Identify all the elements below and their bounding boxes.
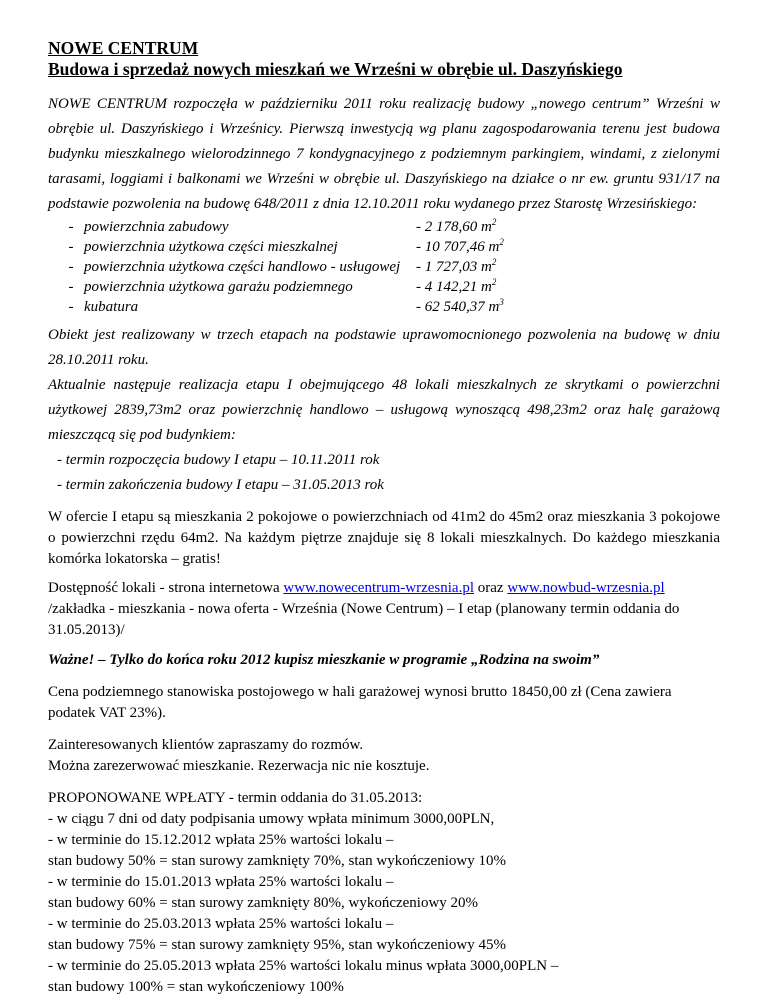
- spec-row: [48, 217, 720, 237]
- spec-row: [48, 257, 720, 277]
- spec-row: [48, 297, 720, 317]
- spec-row: [48, 237, 720, 257]
- wplaty-line: stan budowy 75% = stan surowy zamknięty 95%, stan wykończeniowy 45%: [48, 937, 506, 953]
- termin-start: - termin rozpoczęcia budowy I etapu – 10.11.2011 rok: [57, 452, 380, 468]
- garaz-paragraph: Cena podziemnego stanowiska postojowego w hali garażowej wynosi brutto 18450,00 zł (Cena zawiera podatek VAT 23%).: [48, 684, 672, 721]
- wplaty-line: - w terminie do 25.03.2013 wpłata 25% wartości lokalu –: [48, 916, 394, 932]
- spec-dash: -: [68, 219, 74, 235]
- document-subtitle: Budowa i sprzedaż nowych mieszkań we Wrześni w obrębie ul. Daszyńskiego: [48, 59, 623, 79]
- nowbud-link[interactable]: www.nowbud-wrzesnia.pl: [507, 580, 665, 596]
- wazne-notice: Ważne! – Tylko do końca roku 2012 kupisz mieszkanie w programie „Rodzina na swoim”: [48, 652, 600, 668]
- etapy-paragraph: Obiekt jest realizowany w trzech etapach na podstawie uprawomocnionego pozwolenia na budowę w dniu 28.10.2011 roku.: [48, 327, 720, 368]
- spec-dash: -: [68, 279, 74, 295]
- spec-row: [48, 277, 720, 297]
- wplaty-line: - w terminie do 15.01.2013 wpłata 25% wartości lokalu –: [48, 874, 394, 890]
- spec-dash: -: [68, 259, 74, 275]
- wplaty-line: stan budowy 100% = stan wykończeniowy 100%: [48, 979, 344, 995]
- spec-name: powierzchnia zabudowy: [84, 219, 229, 235]
- spec-value: - 1 727,03 $m^2$: [416, 257, 497, 275]
- spec-value: - 62 540,37 $m^3$: [416, 297, 504, 315]
- wplaty-line: stan budowy 50% = stan surowy zamknięty 70%, stan wykończeniowy 10%: [48, 853, 506, 869]
- spec-dash: -: [68, 299, 74, 315]
- spec-value: - 4 142,21 $m^2$: [416, 277, 497, 295]
- wplaty-line: stan budowy 60% = stan surowy zamknięty 80%, wykończeniowy 20%: [48, 895, 479, 911]
- spec-name: powierzchnia użytkowa części handlowo - usługowej: [84, 259, 401, 275]
- oferta-paragraph: W ofercie I etapu są mieszkania 2 pokojowe o powierzchniach od 41m2 do 45m2 oraz mieszkania 3 pokojowe o powierzchni rzędu 64m2. Na każdym piętrze znajduje się 8 lokali mieszkalnych. Do każdego mieszkania komórka lokatorska – gratis!: [48, 509, 720, 567]
- spec-value: - 10 707,46 $m^2$: [416, 237, 504, 255]
- spec-value: - 2 178,60 $m^2$: [416, 217, 497, 235]
- nowecentrum-link[interactable]: www.nowecentrum-wrzesnia.pl: [283, 580, 474, 596]
- document-title: NOWE CENTRUM: [48, 38, 199, 58]
- wplaty-section: [48, 788, 720, 998]
- spec-name: powierzchnia użytkowa garażu podziemnego: [84, 279, 353, 295]
- wplaty-line: - w terminie do 15.12.2012 wpłata 25% wartości lokalu –: [48, 832, 394, 848]
- rezerwacja-line: Można zarezerwować mieszkanie. Rezerwacja nic nie kosztuje.: [48, 758, 430, 774]
- termin-end: - termin zakończenia budowy I etapu – 31.05.2013 rok: [57, 477, 384, 493]
- spec-name: powierzchnia użytkowa części mieszkalnej: [84, 239, 338, 255]
- wplaty-line: - w ciągu 7 dni od daty podpisania umowy wpłata minimum 3000,00PLN,: [48, 811, 495, 827]
- wplaty-line: - w terminie do 25.05.2013 wpłata 25% wartości lokalu minus wpłata 3000,00PLN –: [48, 958, 559, 974]
- wplaty-heading: PROPONOWANE WPŁATY - termin oddania do 31.05.2013:: [48, 790, 423, 806]
- etap1-paragraph: Aktualnie następuje realizacja etapu I obejmującego 48 lokali mieszkalnych ze skrytkami o powierzchni użytkowej 2839,73m2 oraz powierzchnię handlowo – usługową wynoszącą 498,23m2 oraz halę garażową mieszczącą się pod budynkiem:: [48, 377, 720, 443]
- zaproszenie-line: Zainteresowanych klientów zapraszamy do rozmów.: [48, 737, 364, 753]
- intro-paragraph: NOWE CENTRUM rozpoczęła w październiku 2011 roku realizację budowy „nowego centrum” Wrześni w obrębie ul. Daszyńskiego i Wrześnicy. Pierwszą inwestycją wg planu zagospodarowania terenu jest budowa budynku mieszkalnego wielorodzinnego 7 kondygnacyjnego z podziemnym parkingiem, windami, z zielonymi tarasami, loggiami i balkonami we Wrześni w obrębie ul. Daszyńskiego na działce o nr ew. gruntu 931/17 na podstawie pozwolenia na budowę 648/2011 z dnia 12.10.2011 roku wydanego przez Starostę Wrzesińskiego:: [48, 96, 720, 212]
- specs-list: [48, 217, 720, 317]
- spec-dash: -: [68, 239, 74, 255]
- dostepnosc-paragraph: Dostępność lokali - strona internetowa www.nowecentrum-wrzesnia.pl oraz www.nowbud-wrzesnia.pl /zakładka - mieszkania - nowa oferta - Września (Nowe Centrum) – I etap (planowany termin oddania do 31.05.2013)/: [48, 580, 680, 638]
- spec-name: kubatura: [84, 299, 139, 315]
